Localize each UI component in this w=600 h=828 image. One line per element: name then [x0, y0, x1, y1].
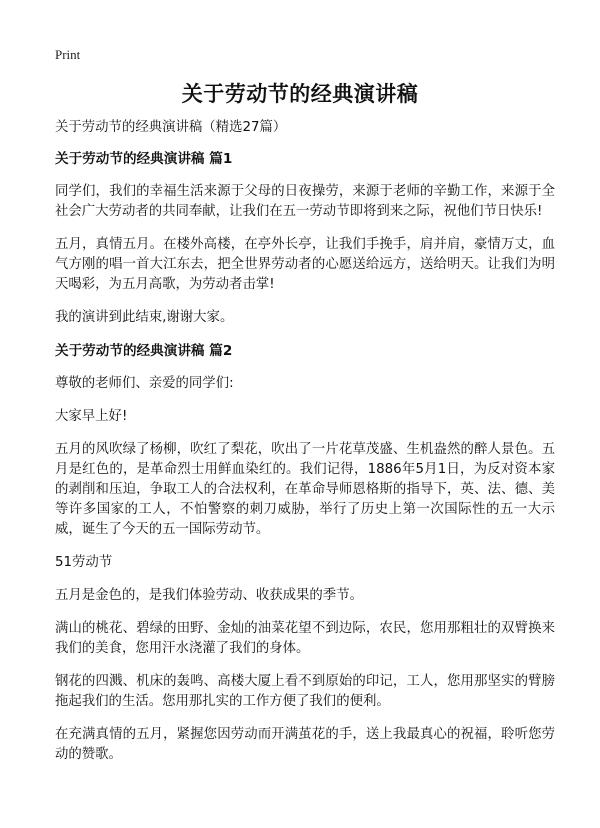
print-link[interactable]: Print [55, 47, 81, 62]
article-heading: 关于劳动节的经典演讲稿 篇2 [55, 343, 233, 359]
paragraph: 同学们，我们的幸福生活来源于父母的日夜操劳，来源于老师的辛勤工作，来源于全社会广大劳动者的共同奉献，让我们在五一劳动节即将到来之际，祝他们节日快乐! [55, 184, 555, 219]
paragraph: 51劳动节 [55, 555, 113, 570]
paragraph: 五月是金色的，是我们体验劳动、收获成果的季节。 [55, 588, 363, 603]
paragraph: 五月，真情五月。在楼外高楼，在亭外长亭，让我们手挽手，肩并肩，豪情万丈，血气方刚的唱一首大江东去，把全世界劳动者的心愿送给远方，送给明天。让我们为明天喝彩，为五月高歌，为劳动者击掌! [55, 237, 555, 292]
paragraph: 五月的风吹绿了杨柳，吹红了梨花，吹出了一片花草茂盛、生机盎然的醉人景色。五月是红色的，是革命烈士用鲜血染红的。我们记得，1886年5月1日，为反对资本家的剥削和压迫，争取工人的合法权利，在革命导师恩格斯的指导下，英、法、德、美等许多国家的工人，不怕警察的刺刀威胁，举行了历史上第一次国际性的五一大示威，诞生了今天的五一国际劳动节。 [55, 442, 555, 537]
article-body [55, 118, 555, 778]
document-subtitle: 关于劳动节的经典演讲稿（精选27篇） [55, 120, 287, 135]
paragraph: 钢花的四溅、机床的轰鸣、高楼大厦上看不到原始的印记，工人，您用那坚实的臂膀拖起我们的生活。您用那扎实的工作方便了我们的便利。 [55, 674, 555, 709]
page-title: 关于劳动节的经典演讲稿 [181, 82, 419, 106]
paragraph: 大家早上好! [55, 409, 128, 424]
paragraph: 尊敬的老师们、亲爱的同学们: [55, 376, 234, 391]
paragraph: 满山的桃花、碧绿的田野、金灿的油菜花望不到边际，农民，您用那粗壮的双臂换来我们的美食，您用汗水浇灌了我们的身体。 [55, 621, 555, 656]
article-heading: 关于劳动节的经典演讲稿 篇1 [55, 151, 233, 167]
paragraph: 我的演讲到此结束,谢谢大家。 [55, 310, 234, 325]
paragraph: 在充满真情的五月，紧握您因劳动而开满茧花的手，送上我最真心的祝福，聆听您劳动的赞歌。 [55, 727, 555, 762]
